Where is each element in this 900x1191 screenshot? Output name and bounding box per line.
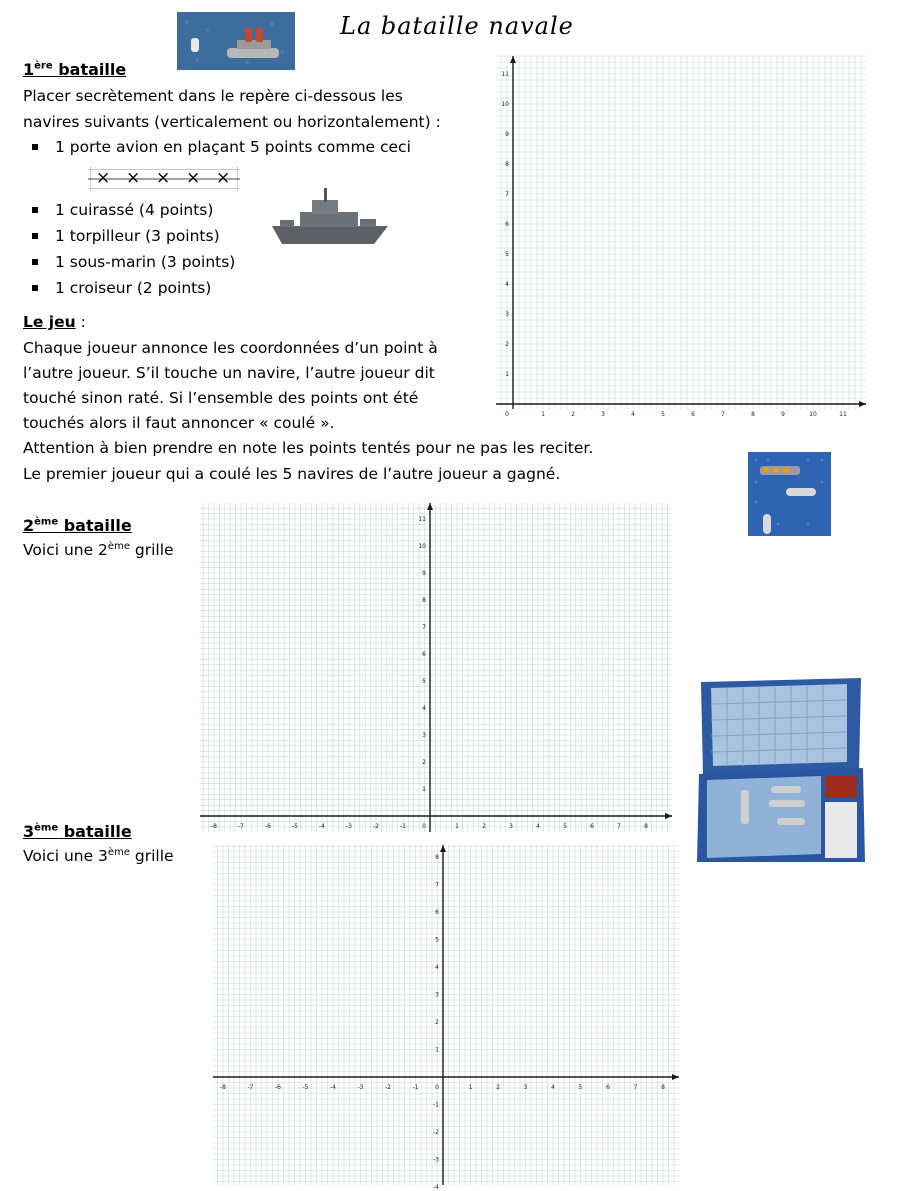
x-tick-label: 7 — [721, 411, 725, 418]
carrier-point-marker: × — [126, 168, 141, 188]
x-tick-label: 4 — [631, 411, 635, 418]
x-tick-label: -1 — [400, 823, 406, 830]
x-tick-label: 2 — [571, 411, 575, 418]
y-tick-label: 3 — [422, 732, 426, 739]
x-tick-label: 3 — [523, 1084, 528, 1091]
x-tick-label: -8 — [220, 1084, 226, 1091]
page-title: La bataille navale — [340, 12, 574, 40]
y-tick-label: 6 — [505, 221, 509, 228]
rules-line: Chaque joueur annonce les coordonnées d’un point à — [23, 339, 438, 357]
grid-2 — [200, 495, 675, 839]
rules-line: Le premier joueur qui a coulé les 5 navires de l’autre joueur a gagné. — [23, 465, 561, 483]
x-tick-label: -7 — [247, 1084, 254, 1091]
x-tick-label: 9 — [781, 411, 785, 418]
y-tick-label: 1 — [435, 1046, 439, 1054]
section2-subtitle: Voici une 2ème grille — [23, 541, 174, 560]
x-tick-label: 0 — [505, 411, 509, 418]
section1-intro-line1: Placer secrètement dans le repère ci-dessous les — [23, 87, 403, 105]
y-tick-label: -2 — [433, 1129, 439, 1136]
x-tick-label: 7 — [617, 823, 621, 830]
y-tick-label: -1 — [433, 1101, 439, 1109]
y-tick-label: 2 — [505, 341, 509, 348]
y-tick-label: 1 — [505, 371, 509, 378]
carrier-example — [88, 167, 240, 195]
y-tick-label: 3 — [435, 991, 439, 999]
x-tick-label: 1 — [541, 411, 545, 418]
x-tick-label: 6 — [691, 411, 695, 418]
x-tick-label: 3 — [601, 411, 605, 418]
y-tick-label: 7 — [435, 881, 439, 889]
x-tick-label: 3 — [509, 823, 513, 830]
y-axis-arrow — [510, 56, 516, 63]
x-axis-arrow — [859, 401, 866, 407]
ship-list-item: 1 cuirassé (4 points) — [23, 200, 235, 226]
carrier-point-marker: × — [156, 168, 171, 188]
x-tick-label: -7 — [238, 823, 244, 830]
x-tick-label: -6 — [265, 823, 271, 830]
section1-heading: 1ère bataille — [23, 60, 127, 79]
y-tick-label: 6 — [435, 909, 439, 916]
x-tick-label: 0 — [422, 823, 426, 830]
toy-boat-photo — [177, 12, 295, 70]
y-tick-label: 2 — [435, 1019, 439, 1026]
y-axis-arrow — [427, 503, 433, 510]
ship-list — [23, 200, 235, 304]
y-tick-label: 5 — [435, 936, 439, 944]
x-axis-arrow — [665, 813, 672, 819]
ship-list-top — [23, 137, 411, 163]
ship-list-item: 1 torpilleur (3 points) — [23, 226, 235, 252]
grid-3 — [213, 840, 683, 1191]
y-tick-label: 4 — [505, 281, 509, 288]
y-tick-label: 1 — [422, 786, 426, 793]
y-tick-label: -4 — [433, 1184, 439, 1191]
game-board-photo — [748, 452, 831, 540]
x-tick-label: -2 — [385, 1084, 391, 1091]
rules-line: Attention à bien prendre en note les points tentés pour ne pas les reciter. — [23, 439, 594, 457]
section1-intro-line2: navires suivants (verticalement ou horizontalement) : — [23, 113, 441, 131]
rules-line: l’autre joueur. S’il touche un navire, l’autre joueur dit — [23, 364, 435, 382]
x-tick-label: -3 — [357, 1084, 364, 1091]
carrier-point-marker: × — [186, 168, 201, 188]
x-tick-label: 11 — [839, 411, 847, 418]
y-tick-label: 3 — [505, 311, 509, 318]
y-tick-label: 8 — [422, 597, 426, 604]
x-tick-label: 8 — [751, 411, 755, 418]
y-tick-label: 8 — [435, 854, 439, 861]
board-game-box-photo — [697, 676, 865, 866]
x-tick-label: -6 — [275, 1084, 281, 1091]
x-tick-label: -3 — [346, 823, 352, 830]
y-tick-label: 2 — [422, 759, 426, 766]
section2-heading: 2ème bataille — [23, 516, 132, 535]
y-tick-label: -3 — [433, 1156, 439, 1164]
y-tick-label: 4 — [422, 705, 426, 712]
rules-line: touché sinon raté. Si l’ensemble des points ont été — [23, 389, 419, 407]
x-tick-label: 4 — [551, 1084, 555, 1091]
x-tick-label: 5 — [578, 1084, 583, 1091]
x-tick-label: -1 — [412, 1084, 419, 1091]
ship-list-item: 1 croiseur (2 points) — [23, 278, 235, 304]
y-tick-label: 11 — [501, 71, 509, 78]
y-tick-label: 11 — [418, 516, 426, 523]
x-tick-label: 10 — [809, 411, 817, 418]
x-tick-label: -4 — [319, 823, 325, 830]
x-tick-label: 8 — [661, 1084, 665, 1091]
x-tick-label: -4 — [330, 1084, 336, 1091]
x-tick-label: -5 — [302, 1084, 309, 1091]
x-tick-label: -8 — [211, 823, 217, 830]
ship-list-item: 1 sous-marin (3 points) — [23, 252, 235, 278]
x-tick-label: -5 — [292, 823, 298, 830]
y-tick-label: 4 — [435, 964, 439, 971]
carrier-point-marker: × — [96, 168, 111, 188]
carrier-point-marker: × — [216, 168, 231, 188]
x-tick-label: -2 — [373, 823, 379, 830]
y-tick-label: 5 — [505, 251, 509, 258]
x-tick-label: 6 — [606, 1084, 610, 1091]
x-tick-label: 6 — [590, 823, 594, 830]
x-tick-label: 5 — [563, 823, 567, 830]
grid-1 — [496, 52, 871, 428]
y-tick-label: 5 — [422, 678, 426, 685]
x-tick-label: 5 — [661, 411, 665, 418]
x-tick-label: 8 — [644, 823, 648, 830]
section3-heading: 3ème bataille — [23, 822, 132, 841]
y-tick-label: 8 — [505, 161, 509, 168]
y-tick-label: 9 — [422, 570, 426, 577]
x-tick-label: 7 — [633, 1084, 638, 1091]
y-tick-label: 10 — [501, 101, 509, 108]
x-tick-label: 1 — [468, 1084, 473, 1091]
y-tick-label: 7 — [422, 624, 426, 631]
x-tick-label: 2 — [482, 823, 486, 830]
ship-list-item: 1 porte avion en plaçant 5 points comme ceci — [23, 137, 411, 163]
x-tick-label: 2 — [496, 1084, 500, 1091]
x-tick-label: 0 — [435, 1084, 439, 1091]
section3-subtitle: Voici une 3ème grille — [23, 847, 174, 866]
x-tick-label: 1 — [455, 823, 459, 830]
y-tick-label: 7 — [505, 191, 509, 198]
rules-heading: Le jeu : — [23, 313, 86, 331]
y-tick-label: 6 — [422, 651, 426, 658]
warship-image — [270, 186, 390, 252]
y-tick-label: 9 — [505, 131, 509, 138]
rules-line: touchés alors il faut annoncer « coulé ». — [23, 414, 335, 432]
x-tick-label: 4 — [536, 823, 540, 830]
x-axis-arrow — [672, 1074, 679, 1080]
y-tick-label: 10 — [418, 543, 426, 550]
